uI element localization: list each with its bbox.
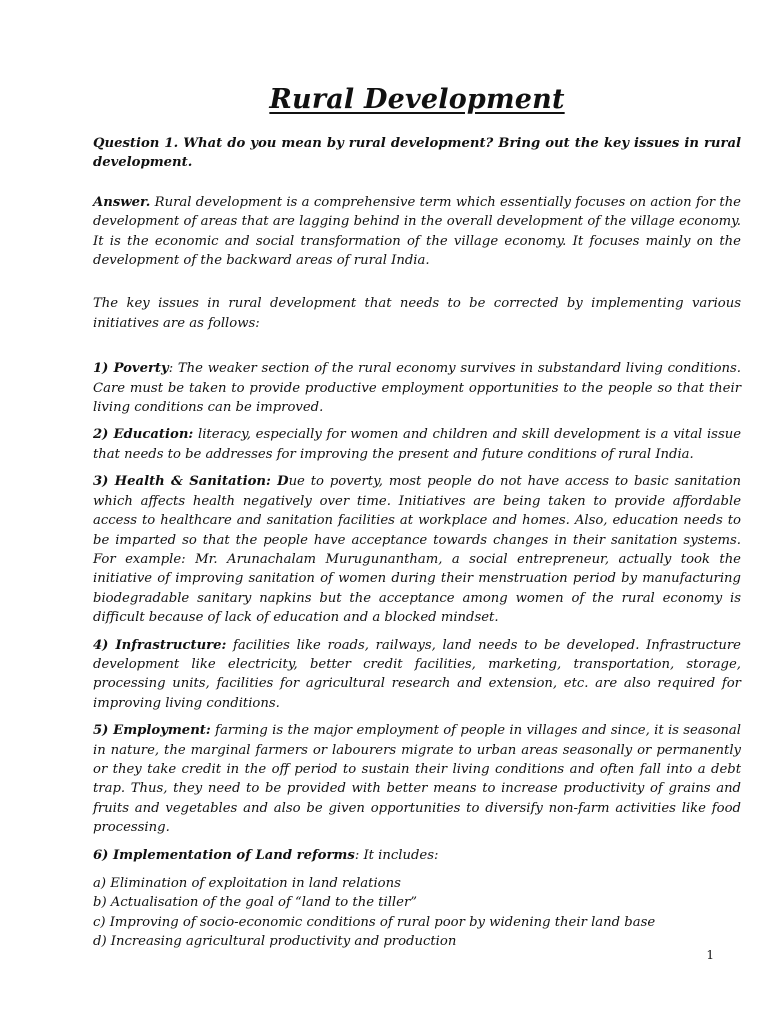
- list-item: a) Elimination of exploitation in land relations: [93, 876, 401, 891]
- document-body: [93, 134, 741, 952]
- land-reforms-sublist: [93, 874, 741, 952]
- issue-item-poverty: [93, 359, 741, 417]
- issue-item-infrastructure: [93, 636, 741, 714]
- issue-text: ue to poverty, most people do not have access to basic sanitation which affects health negatively over time. Initiatives are being taken to provide affordable access to healthcare and sanitation facilities at workplace and homes. Also, education needs to be imparted so that the people have acceptance towards changes in their sanitation systems. For example: Mr. Arunachalam Murugunantham, a social entrepreneur, actually took the initiative of improving sanitation of women during their menstruation period by manufacturing biodegradable sanitary napkins but the acceptance among women of the rural economy is difficult because of lack of education and a blocked mindset.: [93, 474, 741, 626]
- issue-text: literacy, especially for women and children and skill development is a vital issue that needs to be addresses for improving the present and future conditions of rural India.: [93, 427, 742, 462]
- page-number: 1: [706, 948, 714, 962]
- issue-label: 3) Health & Sanitation: D: [93, 474, 289, 490]
- question-paragraph: Question 1. What do you mean by rural development? Bring out the key issues in rural development.: [93, 136, 741, 171]
- issue-text: : It includes:: [354, 847, 439, 863]
- intro-paragraph: The key issues in rural development that needs to be corrected by implementing various initiatives are as follows:: [93, 296, 741, 331]
- answer-text-part2: It is the economic and social transformation of the village economy. It focuses mainly on the development of the backward areas of rural India.: [93, 233, 741, 269]
- issue-text: : The weaker section of the rural economy survives in substandard living conditions. Care must be taken to provide productive employment opportunities to the people so that their living conditions can be improved.: [93, 361, 741, 416]
- answer-text-part1: Rural development is a comprehensive term which essentially focuses on action for the development of areas that are lagging behind in the overall development of the village economy.: [93, 194, 741, 230]
- issue-label: 6) Implementation of Land reforms: [93, 847, 355, 863]
- document-page: [93, 0, 741, 1024]
- list-item: c) Improving of socio-economic conditions of rural poor by widening their land base: [93, 914, 656, 930]
- issue-text: facilities like roads, railways, land needs to be developed. Infrastructure development like electricity, better credit facilities, marketing, transportation, storage, processing units, facilities for agricultural research and extension, etc. are also required for improving living conditions.: [93, 637, 741, 711]
- list-item: b) Actualisation of the goal of “land to the tiller”: [93, 895, 417, 911]
- issue-label: 4) Infrastructure:: [93, 637, 227, 653]
- issue-item-education: [93, 425, 741, 464]
- issue-item-employment: [93, 721, 741, 837]
- issue-label: 1) Poverty: [93, 361, 169, 377]
- issue-label: 5) Employment:: [93, 723, 211, 739]
- list-item: d) Increasing agricultural productivity and production: [93, 934, 457, 950]
- page-title: Rural Development: [269, 84, 565, 115]
- issue-text: farming is the major employment of people in villages and since, it is seasonal in nature, the marginal farmers or labourers migrate to urban areas seasonally or permanently or they take credit in the off period to sustain their living conditions and often fall into a debt trap. Thus, they need to be provided with better means to increase productivity of grains and fruits and vegetables and also be given opportunities to diversify non-farm activities like food processing.: [93, 723, 742, 836]
- answer-paragraph: [93, 193, 741, 271]
- issue-label: 2) Education:: [93, 427, 194, 443]
- issue-item-health-sanitation: [93, 472, 741, 627]
- issue-item-land-reforms: [93, 846, 741, 865]
- answer-label: Answer.: [93, 194, 151, 210]
